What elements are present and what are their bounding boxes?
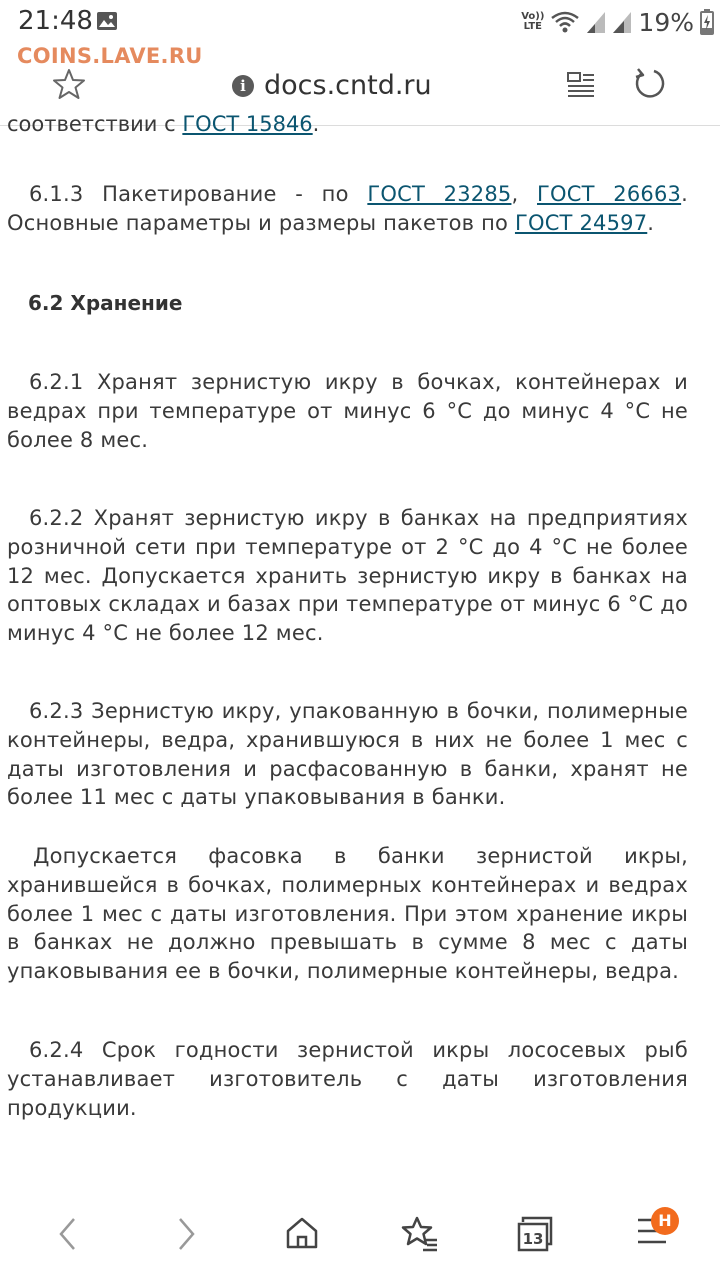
paragraph-6-2-3-continued: Допускается фасовка в банки зернистой икры, хранившейся в бочках, полимерных контейнерах и ведрах более 1 мес с даты изготовления. При этом хранение икры в банках не должно превышать в сумме 8 мес с даты упаковывания ее в бочки, полимерные контейнеры, ведра. [7,844,688,984]
bottom-toolbar [0,1188,720,1280]
paragraph-6-2-3: 6.2.3 Зернистую икру, упакованную в бочки, полимерные контейнеры, ведра, хранившуюся в них не более 1 мес с даты изготовления и расфасованную в банки, хранят не более 11 мес с даты упаковывания в банки. [7,699,688,810]
reload-icon[interactable] [632,66,668,102]
status-time: 21:48 [18,6,93,36]
info-icon[interactable]: i [232,75,254,97]
home-icon[interactable] [285,1216,319,1250]
url-text[interactable]: docs.cntd.ru [264,70,432,101]
bookmarks-icon[interactable] [401,1216,439,1252]
battery-percent: 19% [638,7,694,37]
url-field[interactable] [232,70,432,101]
paragraph-6-1-3: 6.1.3 Пакетирование - по ГОСТ 23285, ГОСТ 26663. Основные параметры и размеры пакетов по ГОСТ 24597. [7,182,688,235]
paragraph-6-2-4: 6.2.4 Срок годности зернистой икры лососевых рыб устанавливает изготовитель с даты изготовления продукции. [7,1038,688,1120]
tabs-count: 13 [522,1230,544,1248]
paragraph-6-2-1: 6.2.1 Хранят зернистую икру в бочках, контейнерах и ведрах при температуре от минус 6 °С до минус 4 °С не более 8 мес. [7,370,688,452]
section-heading: 6.2 Хранение [28,291,183,315]
battery-charging-icon [700,9,714,35]
gost-link[interactable]: ГОСТ 24597 [514,210,648,235]
back-icon[interactable] [56,1216,80,1252]
signal-icon [586,10,606,34]
reader-mode-icon[interactable] [566,70,596,100]
status-bar [0,0,720,44]
cut-off-line: соответствии с ГОСТ 15846. [7,112,320,136]
wifi-icon [550,10,580,34]
star-icon[interactable] [52,68,86,100]
signal-icon [612,10,632,34]
status-icons [521,6,714,38]
notification-badge: H [651,1207,679,1235]
gost-link[interactable]: ГОСТ 23285 [367,182,512,206]
paragraph-6-2-2: 6.2.2 Хранят зернистую икру в банках на предприятиях розничной сети при температуре от 2 °С до 4 °С не более 12 мес. Допускается хранить зернистую икру в банках на оптовых складах и базах при температуре от минус 6 °С до минус 4 °С не более 12 мес. [7,506,688,646]
volte-icon: Vo)) LTE [521,11,545,32]
gost-link[interactable]: ГОСТ 15846 [182,112,313,136]
gost-link[interactable]: ГОСТ 26663 [537,182,682,206]
forward-icon[interactable] [174,1216,198,1252]
tabs-icon[interactable] [517,1216,553,1252]
image-icon [96,11,118,31]
watermark: COINS.LAVE.RU [17,44,203,68]
document-content [0,112,720,1186]
